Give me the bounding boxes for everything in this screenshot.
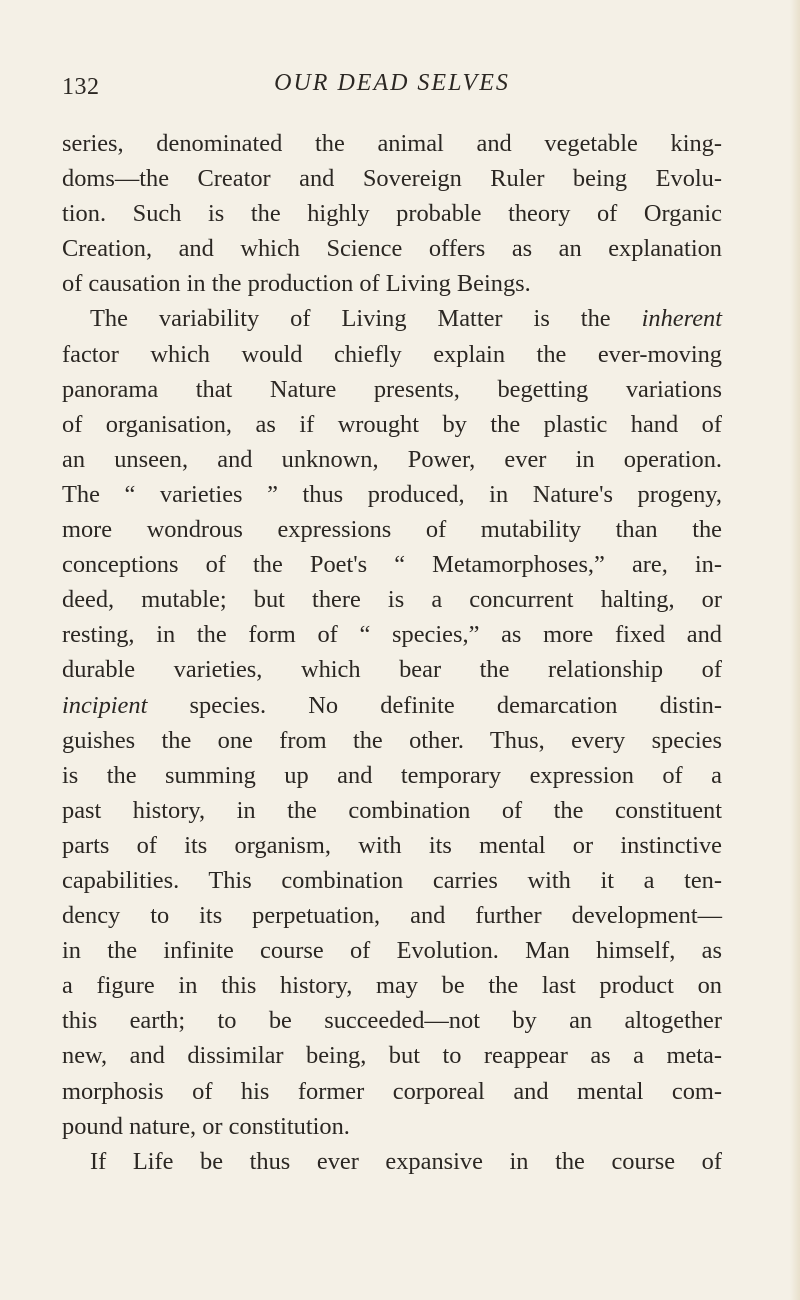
text-line: pound nature, or constitution. xyxy=(62,1112,350,1140)
text-line: panorama that Nature presents, begetting variations xyxy=(62,375,722,403)
text-line: a figure in this history, may be the last product on xyxy=(62,972,722,1000)
running-title: OUR DEAD SELVES xyxy=(274,70,510,96)
text-line xyxy=(62,688,722,723)
text-line: is the summing up and temporary expression of a xyxy=(62,761,722,789)
page-number: 132 xyxy=(62,74,100,100)
text-line: factor which would chiefly explain the ever-moving xyxy=(62,340,722,368)
text-line: If Life be thus ever expansive in the course of xyxy=(90,1147,722,1175)
text-line: parts of its organism, with its mental or instinctive xyxy=(62,831,722,859)
text-line: resting, in the form of “ species,” as more fixed and xyxy=(62,621,722,649)
text-line: of causation in the production of Living Beings. xyxy=(62,270,531,298)
text-line: in the infinite course of Evolution. Man himself, as xyxy=(62,937,722,965)
text-line: more wondrous expressions of mutability than the xyxy=(62,516,722,544)
text-line: doms—the Creator and Sovereign Ruler being Evolu- xyxy=(62,165,722,193)
text-line: conceptions of the Poet's “ Metamorphoses,” are, in- xyxy=(62,551,722,579)
text-line: deed, mutable; but there is a concurrent halting, or xyxy=(62,586,722,614)
text-line xyxy=(62,301,722,336)
text-line: Creation, and which Science offers as an explanation xyxy=(62,235,722,263)
text-line: an unseen, and unknown, Power, ever in operation. xyxy=(62,445,722,473)
page-edge-shadow xyxy=(790,0,800,1300)
page-header xyxy=(62,64,722,104)
text-line: past history, in the combination of the constituent xyxy=(62,796,722,824)
line-segment: species. No definite demarcation distin- xyxy=(147,691,722,719)
text-line: series, denominated the animal and vegetable king- xyxy=(62,130,722,157)
line-segment: The variability of Living Matter is the xyxy=(90,305,642,333)
text-line: this earth; to be succeeded—not by an altogether xyxy=(62,1007,722,1035)
text-line: tion. Such is the highly probable theory of Organic xyxy=(62,200,722,228)
text-line: new, and dissimilar being, but to reappear as a meta- xyxy=(62,1042,722,1070)
text-line: dency to its perpetuation, and further development— xyxy=(62,902,722,930)
text-line: The “ varieties ” thus produced, in Nature's progeny, xyxy=(62,480,722,508)
italic-word: incipient xyxy=(62,691,148,719)
italic-word: inherent xyxy=(641,305,722,333)
text-line: guishes the one from the other. Thus, every species xyxy=(62,726,722,754)
body-text xyxy=(62,126,722,1179)
text-line: of organisation, as if wrought by the plastic hand of xyxy=(62,410,722,438)
text-line: morphosis of his former corporeal and mental com- xyxy=(62,1077,722,1105)
text-line: durable varieties, which bear the relationship of xyxy=(62,656,722,684)
text-line: capabilities. This combination carries with it a ten- xyxy=(62,866,722,894)
